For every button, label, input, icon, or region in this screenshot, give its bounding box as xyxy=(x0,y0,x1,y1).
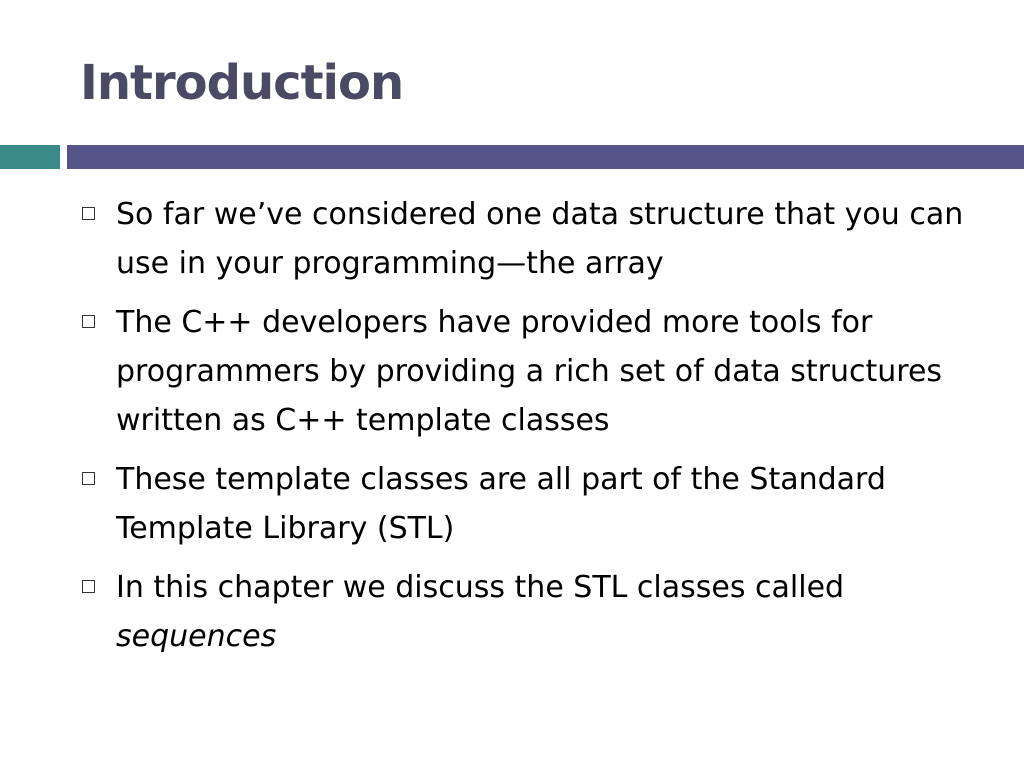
square-bullet-icon xyxy=(82,315,95,328)
bullet-text: In this chapter we discuss the STL classes called xyxy=(116,570,845,605)
title-underline-bar xyxy=(67,145,1024,169)
bullet-item xyxy=(80,563,980,661)
bullet-item xyxy=(80,298,980,445)
title-accent-bar xyxy=(0,145,60,169)
square-bullet-icon xyxy=(82,207,95,220)
bullet-item xyxy=(80,455,980,553)
square-bullet-icon xyxy=(82,580,95,593)
bullet-item xyxy=(80,190,980,288)
square-bullet-icon xyxy=(82,472,95,485)
bullet-text: The C++ developers have provided more tools for programmers by providing a rich set of data structures written as C++ template classes xyxy=(116,305,943,438)
bullet-text-italic: sequences xyxy=(116,619,277,654)
bullet-text: These template classes are all part of the Standard Template Library (STL) xyxy=(116,462,886,546)
bullet-text: So far we’ve considered one data structure that you can use in your programming—the array xyxy=(116,197,964,281)
bullet-list xyxy=(80,190,980,671)
slide-title: Introduction xyxy=(80,55,404,111)
